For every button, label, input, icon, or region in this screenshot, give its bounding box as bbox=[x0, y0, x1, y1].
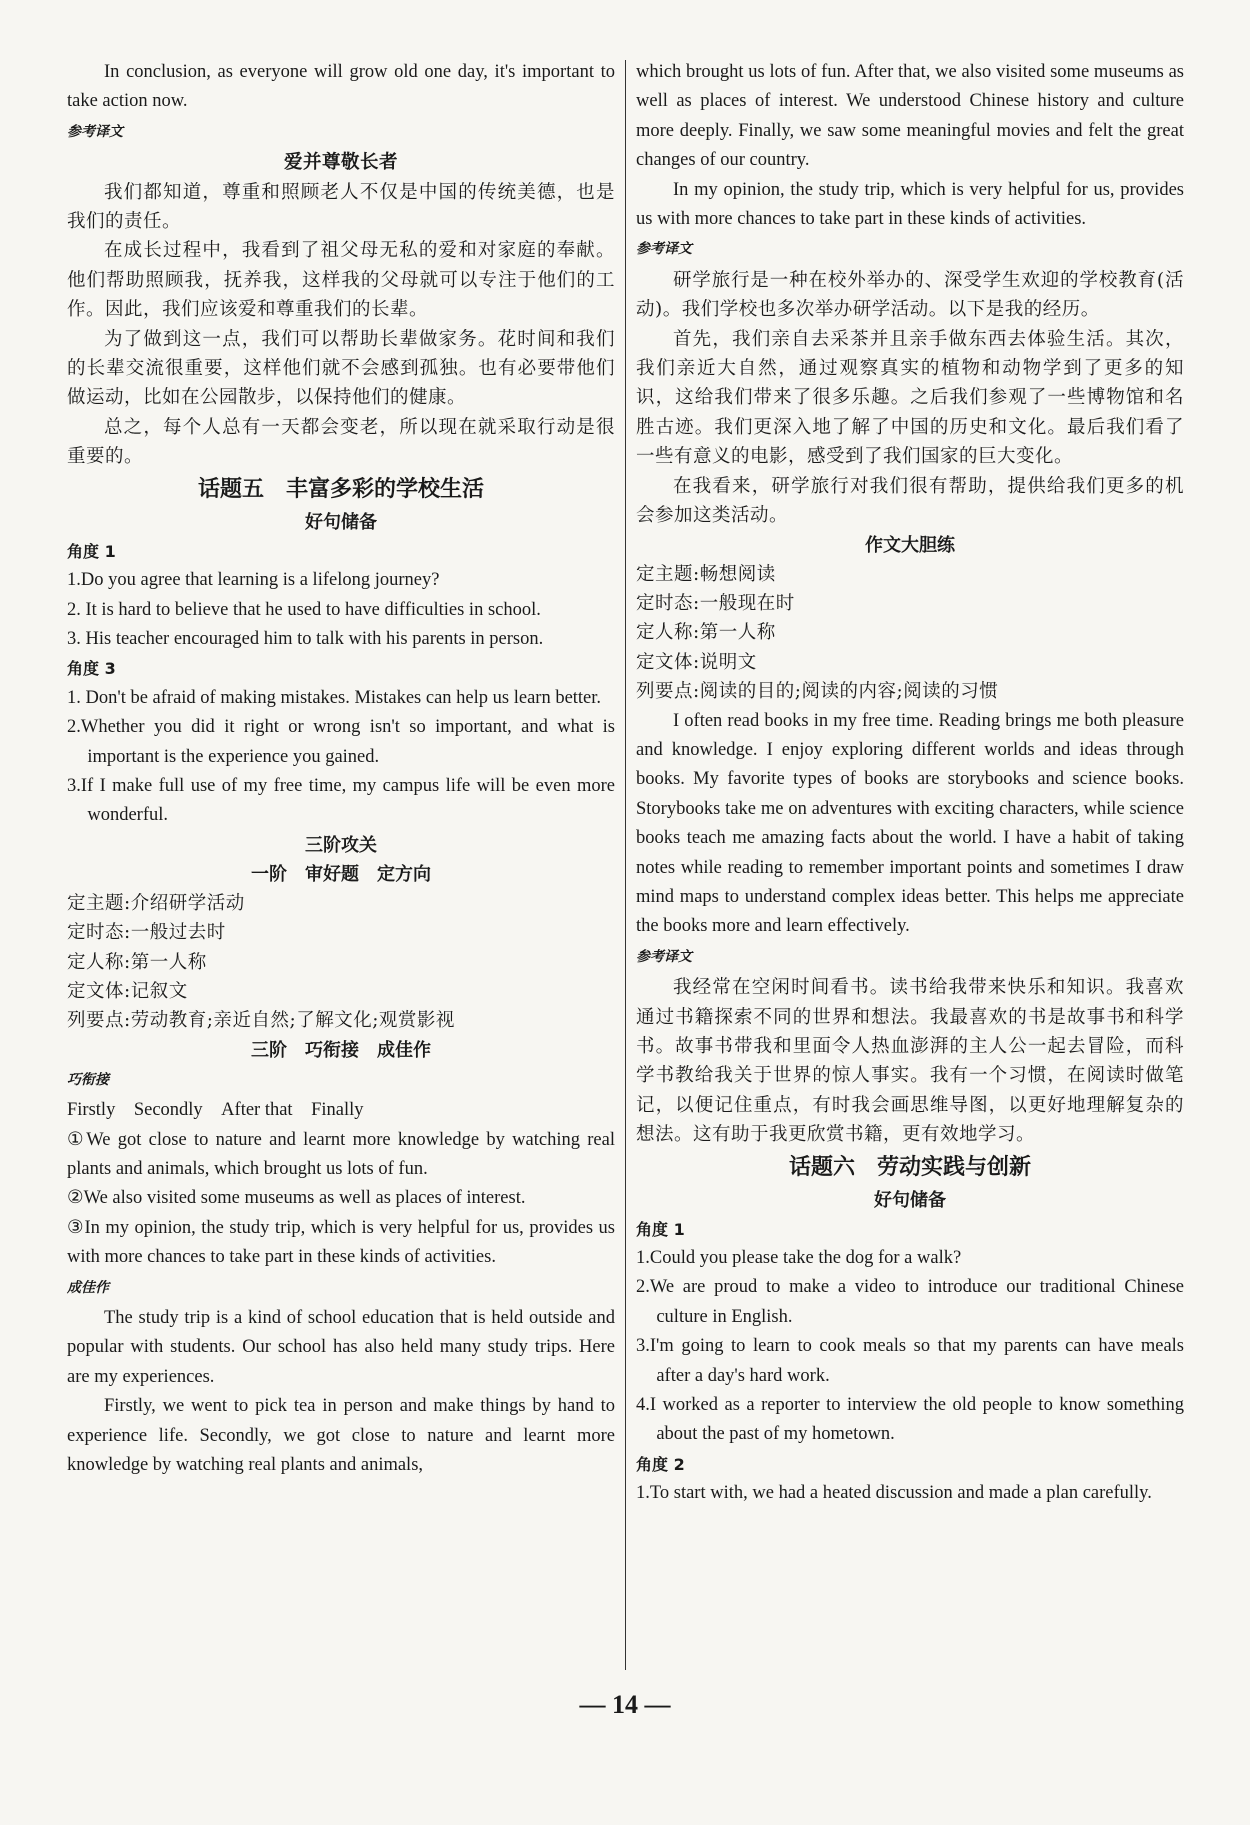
step-three-heading: 三阶 巧衔接 成佳作 bbox=[251, 1039, 431, 1061]
left-column bbox=[67, 58, 615, 1480]
outline-item: 定时态:一般现在时 bbox=[636, 592, 795, 614]
connectors-list: Firstly Secondly After that Finally bbox=[67, 1100, 364, 1121]
reference-translation-label: 参考译文 bbox=[636, 241, 692, 258]
reference-translation-label: 参考译文 bbox=[67, 123, 123, 140]
sentence-item: 1. Don't be afraid of making mistakes. Mistakes can help us learn better. bbox=[67, 687, 602, 708]
right-column bbox=[636, 58, 1184, 1509]
outline-item: 定文体:说明文 bbox=[636, 651, 757, 673]
angle-2-heading: 角度 2 bbox=[636, 1454, 685, 1474]
step-one-heading: 一阶 审好题 定方向 bbox=[251, 863, 431, 885]
good-sentences-heading: 好句储备 bbox=[305, 511, 377, 533]
outline-item: 列要点:劳动教育;亲近自然;了解文化;观赏影视 bbox=[67, 1010, 455, 1032]
translation-paragraph: 首先，我们亲自去采茶并且亲手做东西去体验生活。其次，我们亲近大自然，通过观察真实的植物和动物学到了更多的知识，这给我们带来了很多乐趣。之后我们参观了一些博物馆和名胜古迹。我们更深入地了解了中国的历史和文化。最后我们看了一些有意义的电影，感受到了我们国家的巨大变化。 bbox=[636, 328, 1184, 468]
practice-heading: 作文大胆练 bbox=[865, 534, 955, 556]
sentence-item: 2.We are proud to make a video to introduce our traditional Chinese culture in English. bbox=[636, 1277, 1184, 1327]
linked-sentence: ①We got close to nature and learnt more knowledge by watching real plants and animals, which brought us lots of fun. bbox=[67, 1129, 615, 1179]
translation-paragraph: 总之，每个人总有一天都会变老，所以现在就采取行动是很重要的。 bbox=[67, 416, 615, 468]
translation-paragraph: 我们都知道，尊重和照顾老人不仅是中国的传统美德，也是我们的责任。 bbox=[67, 181, 615, 233]
outline-item: 定主题:介绍研学活动 bbox=[67, 892, 245, 914]
translation-paragraph: 为了做到这一点，我们可以帮助长辈做家务。花时间和我们的长辈交流很重要，这样他们就不会感到孤独。也有必要带他们做运动，比如在公园散步，以保持他们的健康。 bbox=[67, 328, 615, 409]
outline-item: 定文体:记叙文 bbox=[67, 980, 188, 1002]
conclusion-paragraph: In conclusion, as everyone will grow old one day, it's important to take action now. bbox=[67, 62, 615, 112]
translation-paragraph: 在我看来，研学旅行对我们很有帮助，提供给我们更多的机会参加这类活动。 bbox=[636, 475, 1184, 527]
translation-paragraph: 我经常在空闲时间看书。读书给我带来快乐和知识。我喜欢通过书籍探索不同的世界和想法。我最喜欢的书是故事书和科学书。故事书带我和里面令人热血澎湃的主人公一起去冒险，而科学书教给我关于世界的惊人事实。我有一个习惯，在阅读时做笔记，以便记住重点，有时我会画思维导图，以更好地理解复杂的想法。这有助于我更欣赏书籍，更有效地学习。 bbox=[636, 977, 1184, 1146]
column-divider bbox=[625, 60, 626, 1670]
essay-paragraph: Firstly, we went to pick tea in person and make things by hand to experience life. Secondly, we got close to nature and learnt more knowledge by watching real plants and animals, bbox=[67, 1396, 615, 1476]
practice-essay: I often read books in my free time. Reading brings me both pleasure and knowledge. I enjoy exploring different worlds and ideas through books. My favorite types of books are storybooks and science books. Storybooks take me on adventures with exciting characters, while science books teach me amazing facts about the world. I have a habit of taking notes while reading to remember important points and sometimes I draw mind maps to understand complex ideas better. This helps me appreciate the books more and learn effectively. bbox=[636, 710, 1184, 937]
essay-paragraph: In my opinion, the study trip, which is very helpful for us, provides us with more chances to take part in these kinds of activities. bbox=[636, 179, 1184, 230]
outline-item: 定人称:第一人称 bbox=[636, 622, 776, 644]
outline-item: 定主题:畅想阅读 bbox=[636, 563, 776, 585]
translation-title: 爱并尊敬长者 bbox=[283, 152, 398, 174]
linking-label: 巧衔接 bbox=[67, 1071, 109, 1088]
angle-1-heading: 角度 1 bbox=[636, 1219, 685, 1239]
sentence-item: 3.If I make full use of my free time, my campus life will be even more wonderful. bbox=[67, 775, 615, 826]
essay-paragraph: The study trip is a kind of school education that is held outside and popular with students. Our school has also held many study trips. Here are my experiences. bbox=[67, 1308, 615, 1387]
sentence-item: 3. His teacher encouraged him to talk with his parents in person. bbox=[67, 628, 544, 649]
sentence-item: 2. It is hard to believe that he used to have difficulties in school. bbox=[67, 599, 541, 620]
page-number: — 14 — bbox=[579, 1690, 671, 1719]
sentence-item: 1.Do you agree that learning is a lifelong journey? bbox=[67, 570, 440, 591]
sentence-item: 2.Whether you did it right or wrong isn't so important, and what is important is the experience you gained. bbox=[67, 717, 615, 767]
outline-item: 列要点:阅读的目的;阅读的内容;阅读的习惯 bbox=[636, 681, 999, 703]
essay-label: 成佳作 bbox=[67, 1279, 109, 1296]
angle-1-heading: 角度 1 bbox=[67, 541, 116, 561]
good-sentences-heading: 好句储备 bbox=[874, 1189, 946, 1211]
topic-six-title: 话题六 劳动实践与创新 bbox=[788, 1154, 1031, 1180]
translation-paragraph: 研学旅行是一种在校外举办的、深受学生欢迎的学校教育(活动)。我们学校也多次举办研学活动。以下是我的经历。 bbox=[636, 269, 1184, 321]
outline-item: 定人称:第一人称 bbox=[67, 951, 207, 973]
topic-five-title: 话题五 丰富多彩的学校生活 bbox=[197, 476, 484, 502]
sentence-item: 4.I worked as a reporter to interview the old people to know something about the past of my hometown. bbox=[636, 1395, 1184, 1445]
translation-paragraph: 在成长过程中，我看到了祖父母无私的爱和对家庭的奉献。他们帮助照顾我，抚养我，这样我的父母就可以专注于他们的工作。因此，我们应该爱和尊重我们的长辈。 bbox=[67, 240, 615, 321]
angle-3-heading: 角度 3 bbox=[67, 659, 116, 679]
essay-paragraph-continued: which brought us lots of fun. After that, we also visited some museums as well as places of interest. We understood Chinese history and culture more deeply. Finally, we saw some meaningful movies and felt the great changes of our country. bbox=[636, 62, 1184, 171]
reference-translation-label: 参考译文 bbox=[636, 948, 692, 965]
linked-sentence: ③In my opinion, the study trip, which is very helpful for us, provides us with more chances to take part in these kinds of activities. bbox=[67, 1217, 615, 1268]
three-steps-heading: 三阶攻关 bbox=[305, 834, 377, 856]
sentence-item: 1.To start with, we had a heated discussion and made a plan carefully. bbox=[636, 1483, 1152, 1504]
linked-sentence: ②We also visited some museums as well as places of interest. bbox=[67, 1188, 526, 1209]
outline-item: 定时态:一般过去时 bbox=[67, 922, 226, 944]
sentence-item: 1.Could you please take the dog for a walk? bbox=[636, 1248, 962, 1269]
sentence-item: 3.I'm going to learn to cook meals so that my parents can have meals after a day's hard work. bbox=[636, 1336, 1184, 1386]
